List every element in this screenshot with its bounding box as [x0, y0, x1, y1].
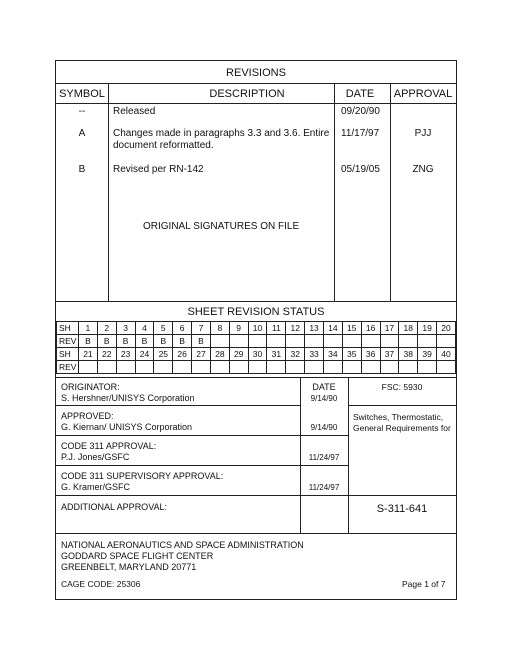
- approved-date: 9/14/90: [310, 423, 338, 432]
- sheet-number: 6: [173, 322, 192, 335]
- originator-name: S. Hershner/UNISYS Corporation: [61, 393, 195, 403]
- revision-approval: ZNG: [412, 164, 434, 175]
- revision-letter: [79, 361, 98, 374]
- revision-letter: [305, 361, 324, 374]
- revision-description: Revised per RN-142: [113, 164, 204, 175]
- sh-label: SH: [57, 322, 79, 335]
- sheet-row: [57, 322, 456, 335]
- signatures-note: ORIGINAL SIGNATURES ON FILE: [143, 221, 300, 232]
- sheet-number: 40: [437, 348, 456, 361]
- revision-letter: [248, 361, 267, 374]
- revision-letter: B: [192, 335, 211, 348]
- revision-letter: [399, 335, 418, 348]
- document-frame: [55, 60, 457, 600]
- sheet-number: 18: [399, 322, 418, 335]
- additional-approval-label: ADDITIONAL APPROVAL:: [61, 502, 168, 512]
- sheet-number: 25: [154, 348, 173, 361]
- sheet-number: 20: [437, 322, 456, 335]
- sheet-number: 15: [342, 322, 361, 335]
- revision-letter: [399, 361, 418, 374]
- symbol-header: SYMBOL: [59, 88, 105, 100]
- revision-symbol: A: [78, 128, 86, 139]
- revision-letter: [210, 335, 229, 348]
- center-name: GODDARD SPACE FLIGHT CENTER: [61, 551, 214, 561]
- sheet-number: 34: [323, 348, 342, 361]
- sheet-number: 2: [97, 322, 116, 335]
- revision-approval: PJJ: [414, 128, 432, 139]
- sheet-number: 13: [305, 322, 324, 335]
- date-label: DATE: [312, 382, 336, 392]
- revision-letter: [210, 361, 229, 374]
- sheet-number: 17: [380, 322, 399, 335]
- fsc-code: FSC: 5930: [381, 382, 423, 392]
- page-number: Page 1 of 7: [402, 579, 446, 589]
- sheet-number: 35: [342, 348, 361, 361]
- revision-letter: [286, 335, 305, 348]
- sheet-number: 4: [135, 322, 154, 335]
- code311-name: P.J. Jones/GSFC: [61, 452, 130, 462]
- cage-code: CAGE CODE: 25306: [61, 579, 141, 589]
- sheet-number: 29: [229, 348, 248, 361]
- code311-date: 11/24/97: [308, 453, 340, 462]
- sheet-number: 12: [286, 322, 305, 335]
- sheet-number: 33: [305, 348, 324, 361]
- approved-label: APPROVED:: [61, 411, 114, 421]
- agency-name: NATIONAL AERONAUTICS AND SPACE ADMINISTRATION: [61, 540, 304, 550]
- title-line-1: Switches, Thermostatic,: [353, 412, 444, 422]
- revision-letter: [229, 335, 248, 348]
- revision-letter: [286, 361, 305, 374]
- revision-letter: [437, 361, 456, 374]
- sheet-number: 10: [248, 322, 267, 335]
- revision-letter: [97, 361, 116, 374]
- rev-label: REV: [57, 335, 79, 348]
- revision-letter: [361, 361, 380, 374]
- sheet-number: 30: [248, 348, 267, 361]
- revision-letter: [418, 335, 437, 348]
- revision-letter: [323, 335, 342, 348]
- sheet-number: 9: [229, 322, 248, 335]
- approved-name: G. Kiernan/ UNISYS Corporation: [61, 422, 193, 432]
- revision-date: 09/20/90: [341, 106, 380, 117]
- revisions-title: REVISIONS: [226, 67, 286, 79]
- revision-letter: [267, 335, 286, 348]
- revision-letter: [380, 361, 399, 374]
- revision-letter: [380, 335, 399, 348]
- date-header: DATE: [345, 88, 375, 100]
- revision-letter: [305, 335, 324, 348]
- revision-date: 05/19/05: [341, 164, 380, 175]
- revision-letter: [342, 361, 361, 374]
- revision-letter: B: [135, 335, 154, 348]
- originator-label: ORIGINATOR:: [61, 382, 120, 392]
- sheet-number: 14: [323, 322, 342, 335]
- sheet-number: 1: [79, 322, 98, 335]
- sheet-row: [57, 348, 456, 361]
- sheet-number: 24: [135, 348, 154, 361]
- revision-letter: [418, 361, 437, 374]
- sheet-number: 7: [192, 322, 211, 335]
- approval-header: APPROVAL: [393, 88, 453, 100]
- sheet-number: 37: [380, 348, 399, 361]
- revision-letter: [323, 361, 342, 374]
- sheet-number: 19: [418, 322, 437, 335]
- sheet-number: 23: [116, 348, 135, 361]
- revision-symbol: --: [78, 106, 86, 117]
- sheet-number: 27: [192, 348, 211, 361]
- sheet-number: 16: [361, 322, 380, 335]
- revision-description: Released: [113, 106, 156, 117]
- revision-letter: [267, 361, 286, 374]
- code311-supervisory-label: CODE 311 SUPERVISORY APPROVAL:: [61, 471, 224, 481]
- sheet-number: 5: [154, 322, 173, 335]
- rev-label: REV: [57, 361, 79, 374]
- sheet-revision-table: [56, 321, 456, 374]
- revision-symbol: B: [78, 164, 86, 175]
- sh-label: SH: [57, 348, 79, 361]
- revision-letter: [229, 361, 248, 374]
- code311-supervisory-date: 11/24/97: [308, 483, 340, 492]
- document-number: S-311-641: [376, 503, 428, 515]
- sheet-number: 8: [210, 322, 229, 335]
- sheet-number: 21: [79, 348, 98, 361]
- revision-date: 11/17/97: [341, 128, 380, 139]
- code311-label: CODE 311 APPROVAL:: [61, 441, 157, 451]
- revision-letter: B: [173, 335, 192, 348]
- sheet-number: 39: [418, 348, 437, 361]
- revision-letter: [154, 361, 173, 374]
- revision-letter: B: [154, 335, 173, 348]
- sheet-number: 36: [361, 348, 380, 361]
- revision-letter: [248, 335, 267, 348]
- revision-letter: [135, 361, 154, 374]
- revision-letter: B: [116, 335, 135, 348]
- sheet-number: 11: [267, 322, 286, 335]
- center-location: GREENBELT, MARYLAND 20771: [61, 562, 197, 572]
- revision-letter: B: [79, 335, 98, 348]
- revision-letter: [361, 335, 380, 348]
- revision-description: Changes made in paragraphs 3.3 and 3.6. Entire document reformatted.: [113, 128, 330, 151]
- sheet-number: 32: [286, 348, 305, 361]
- sheet-number: 26: [173, 348, 192, 361]
- sheet-status-title: SHEET REVISION STATUS: [187, 306, 325, 318]
- title-line-2: General Requirements for: [353, 423, 451, 433]
- sheet-number: 22: [97, 348, 116, 361]
- revision-letter: [437, 335, 456, 348]
- revision-letter: [116, 361, 135, 374]
- revision-letter: [342, 335, 361, 348]
- code311-supervisory-name: G. Kramer/GSFC: [61, 482, 131, 492]
- revision-letter: [192, 361, 211, 374]
- rev-row: [57, 361, 456, 374]
- revision-letter: B: [97, 335, 116, 348]
- rev-row: [57, 335, 456, 348]
- sheet-number: 31: [267, 348, 286, 361]
- originator-date: 9/14/90: [310, 394, 338, 403]
- sheet-number: 28: [210, 348, 229, 361]
- description-header: DESCRIPTION: [209, 88, 285, 100]
- revision-letter: [173, 361, 192, 374]
- sheet-number: 3: [116, 322, 135, 335]
- sheet-number: 38: [399, 348, 418, 361]
